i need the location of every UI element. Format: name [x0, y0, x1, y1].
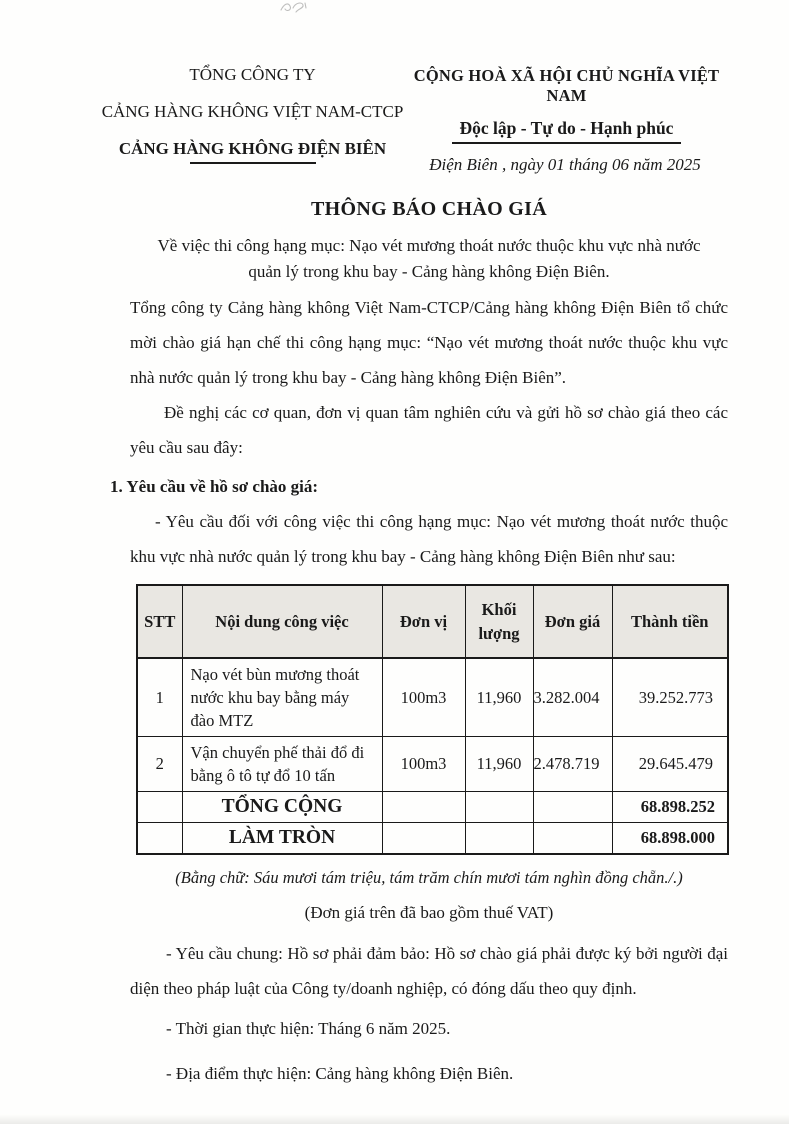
- cell-quantity: 11,960: [465, 658, 533, 737]
- col-header-unit-price: Đơn giá: [533, 585, 612, 658]
- cell-work-content: Vận chuyển phế thải đổ đi bằng ô tô tự đổ 10 tấn: [182, 737, 382, 792]
- cell-unit-price: 2.478.719: [533, 737, 612, 792]
- rounded-value: 68.898.000: [612, 823, 728, 854]
- cell-unit-price: 3.282.004: [533, 658, 612, 737]
- issuer-underline: [190, 162, 316, 164]
- cell-work-content: Nạo vét bùn mương thoát nước khu bay bằng máy đào MTZ: [182, 658, 382, 737]
- cell-empty: [382, 792, 465, 823]
- grand-total-label: TỔNG CỘNG: [182, 792, 382, 823]
- cell-empty: [533, 792, 612, 823]
- national-title: CỘNG HOÀ XÃ HỘI CHỦ NGHĨA VIỆT NAM: [413, 66, 720, 105]
- cell-stt: 2: [137, 737, 182, 792]
- rounded-label: LÀM TRÒN: [182, 823, 382, 854]
- cell-unit: 100m3: [382, 737, 465, 792]
- quotation-table: [136, 584, 729, 855]
- col-header-unit: Đơn vị: [382, 585, 465, 658]
- paragraph-requirement: - Yêu cầu đối với công việc thi công hạng mục: Nạo vét mương thoát nước thuộc khu vực nhà nước quản lý trong khu bay - Cảng hàng không Điện Biên như sau:: [130, 512, 728, 566]
- amount-in-words-note: (Bằng chữ: Sáu mươi tám triệu, tám trăm chín mươi tám nghìn đồng chẵn./.): [175, 867, 683, 887]
- section-1-heading: 1. Yêu cầu về hồ sơ chào giá:: [110, 477, 319, 496]
- issuer-airport: CẢNG HÀNG KHÔNG ĐIỆN BIÊN: [118, 139, 387, 158]
- cell-unit: 100m3: [382, 658, 465, 737]
- paragraph-execution-time: - Thời gian thực hiện: Tháng 6 năm 2025.: [166, 1018, 451, 1038]
- paragraph-general-requirement: - Yêu cầu chung: Hồ sơ phải đảm bảo: Hồ sơ chào giá phải được ký bởi người đại diện theo pháp luật của Công ty/doanh nghiệp, có đóng dấu theo quy định.: [130, 943, 728, 998]
- cell-empty: [382, 823, 465, 854]
- national-motto: Độc lập - Tự do - Hạnh phúc: [452, 118, 682, 144]
- grand-total-value: 68.898.252: [612, 792, 728, 823]
- paragraph-invitation: Đề nghị các cơ quan, đơn vị quan tâm nghiên cứu và gửi hồ sơ chào giá theo các yêu cầu sau đây:: [130, 403, 728, 457]
- summary-row-grand-total: [137, 792, 728, 823]
- col-header-quantity: Khối lượng: [465, 585, 533, 658]
- document-title: THÔNG BÁO CHÀO GIÁ: [311, 198, 547, 220]
- issuer-block: [95, 64, 410, 164]
- subject-line-1: Về việc thi công hạng mục: Nạo vét mương thoát nước thuộc khu vực nhà nước: [157, 236, 701, 255]
- table-header-row: [137, 585, 728, 658]
- vat-note: (Đơn giá trên đã bao gồm thuế VAT): [304, 902, 554, 922]
- national-motto-block: [393, 66, 740, 144]
- cell-empty: [533, 823, 612, 854]
- date-line: Điện Biên , ngày 01 tháng 06 năm 2025: [429, 155, 701, 174]
- handwritten-mark: [278, 0, 308, 18]
- issuer-corporation: CẢNG HÀNG KHÔNG VIỆT NAM-CTCP: [101, 102, 404, 121]
- cell-empty: [465, 792, 533, 823]
- col-header-work-content: Nội dung công việc: [182, 585, 382, 658]
- cell-amount: 39.252.773: [612, 658, 728, 737]
- col-header-amount: Thành tiền: [612, 585, 728, 658]
- table-row: [137, 737, 728, 792]
- paragraph-intro: Tổng công ty Cảng hàng không Việt Nam-CTCP/Cảng hàng không Điện Biên tổ chức mời chào giá hạn chế thi công hạng mục: “Nạo vét mương thoát nước thuộc khu vực nhà nước quản lý trong khu bay - Cảng hàng không Điện Biên”.: [130, 298, 728, 387]
- document-body: [110, 198, 728, 1091]
- summary-row-rounded: [137, 823, 728, 854]
- issuer-parent-company: TỔNG CÔNG TY: [189, 65, 316, 84]
- cell-empty: [137, 792, 182, 823]
- cell-stt: 1: [137, 658, 182, 737]
- table-row: [137, 658, 728, 737]
- document-subject: [130, 233, 728, 285]
- paragraph-execution-location: - Địa điểm thực hiện: Cảng hàng không Điện Biên.: [166, 1063, 514, 1083]
- cell-empty: [465, 823, 533, 854]
- cell-empty: [137, 823, 182, 854]
- subject-line-2: quản lý trong khu bay - Cảng hàng không Điện Biên.: [248, 262, 610, 281]
- cell-amount: 29.645.479: [612, 737, 728, 792]
- col-header-stt: STT: [137, 585, 182, 658]
- cell-quantity: 11,960: [465, 737, 533, 792]
